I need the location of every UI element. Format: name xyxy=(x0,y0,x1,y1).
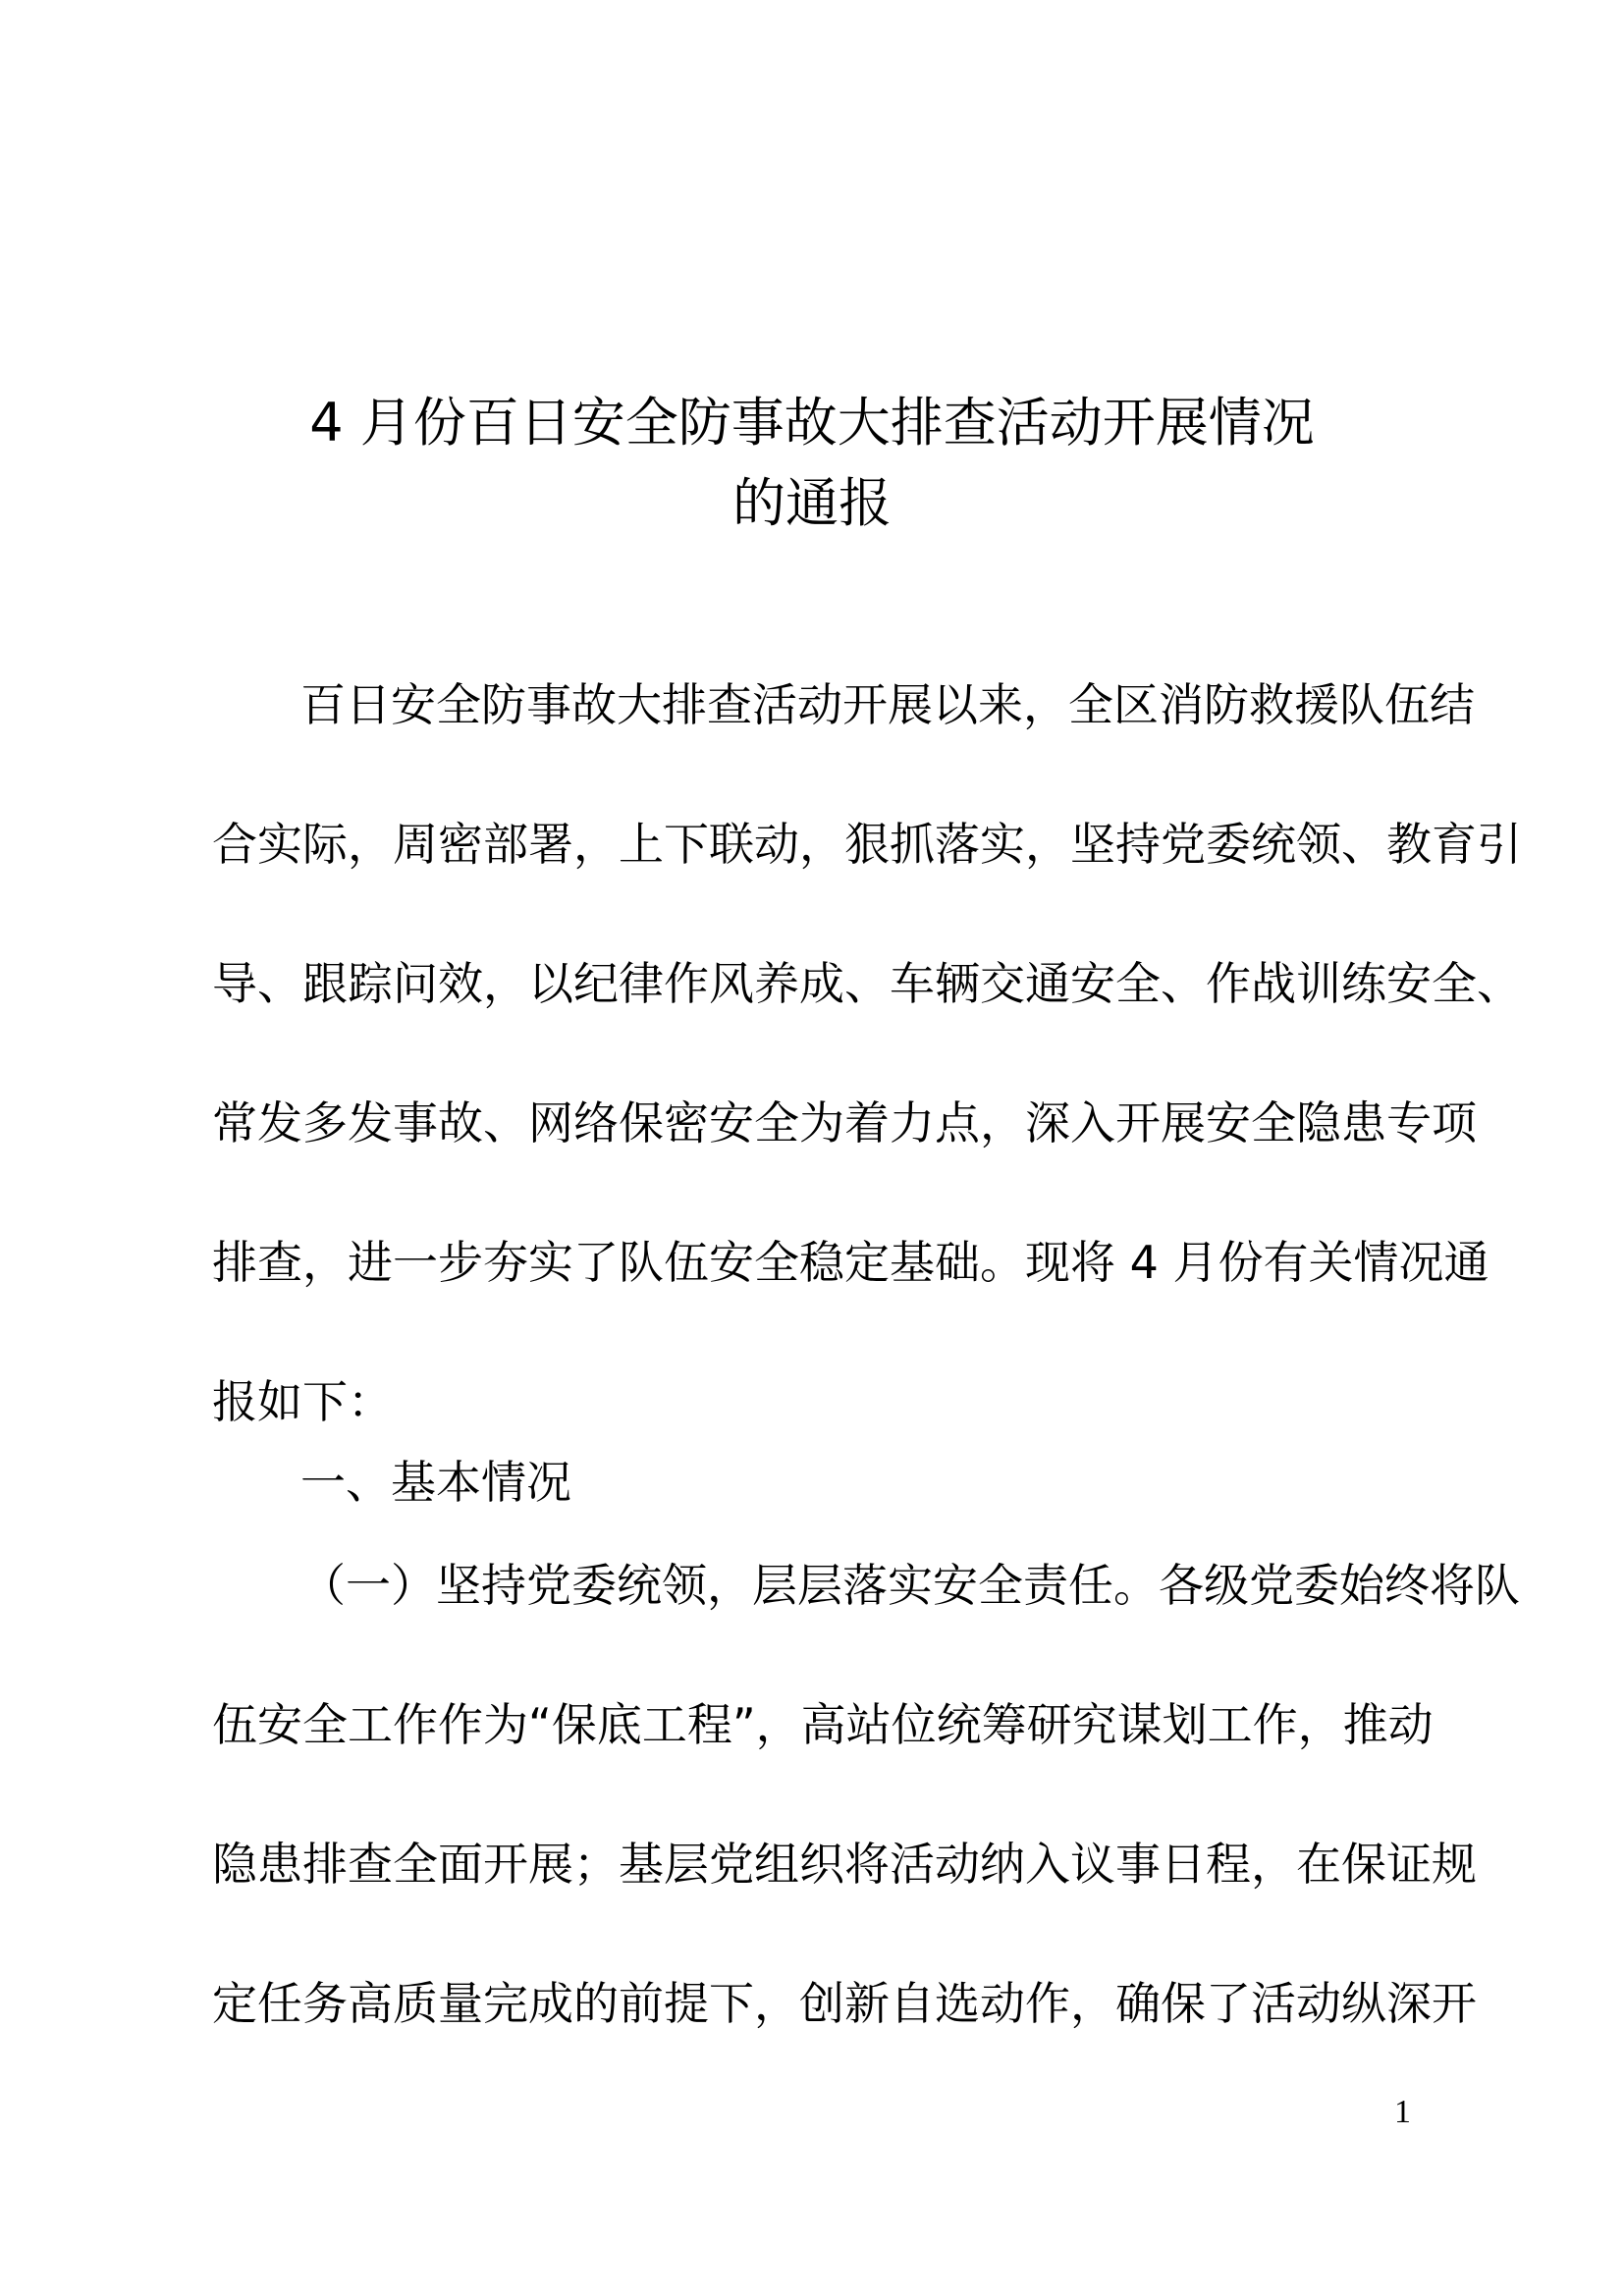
text-line: 百日安全防事故大排查活动开展以来，全区消防救援队伍结 xyxy=(300,678,1475,731)
text-line: 合实际，周密部署，上下联动，狠抓落实，坚持党委统领、教育引 xyxy=(212,818,1522,871)
text-line: 排查，进一步夯实了队伍安全稳定基础。现将 4 月份有关情况通 xyxy=(212,1236,1489,1289)
title-line-2: 的通报 xyxy=(732,472,892,534)
section-heading: 一、基本情况 xyxy=(300,1456,571,1509)
text-line: （一）坚持党委统领，层层落实安全责任。各级党委始终将队 xyxy=(300,1559,1520,1612)
document-title xyxy=(206,383,1418,544)
text-line: 常发多发事故、网络保密安全为着力点，深入开展安全隐患专项 xyxy=(212,1096,1477,1149)
text-line: 定任务高质量完成的前提下，创新自选动作，确保了活动纵深开 xyxy=(212,1977,1477,2030)
page-number: 1 xyxy=(1394,2094,1411,2130)
text-line: 隐患排查全面开展；基层党组织将活动纳入议事日程，在保证规 xyxy=(212,1838,1477,1891)
title-line-1: 4 月份百日安全防事故大排查活动开展情况 xyxy=(309,392,1315,454)
text-line: 伍安全工作作为“保底工程”，高站位统筹研究谋划工作，推动 xyxy=(212,1698,1434,1751)
text-line: 报如下： xyxy=(212,1375,393,1428)
text-line: 导、跟踪问效，以纪律作风养成、车辆交通安全、作战训练安全、 xyxy=(212,957,1522,1010)
